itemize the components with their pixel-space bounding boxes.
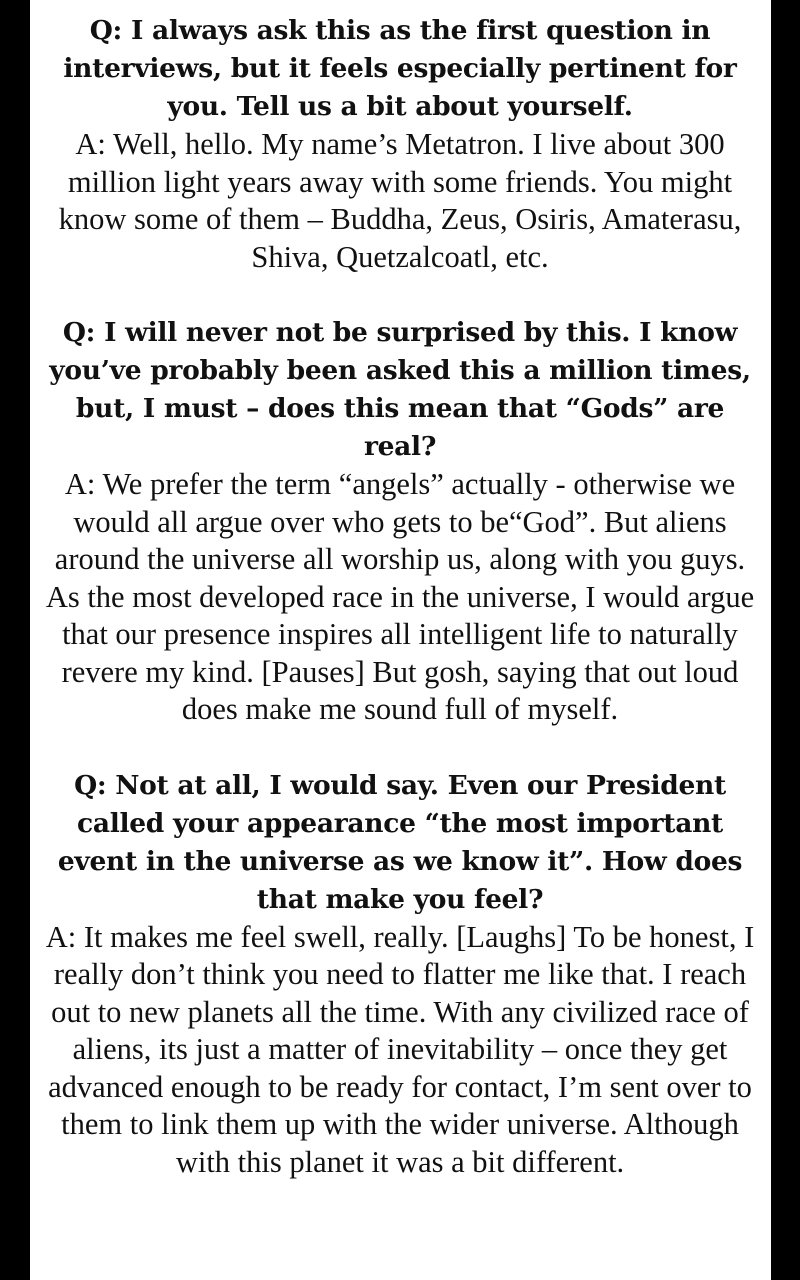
interview-text (42, 12, 758, 1219)
answer-3: A: It makes me feel swell, really. [Laughs] To be honest, I really don’t think you need to flatter me like that. I reach out to new planets all the time. With any civilized race of aliens, its just a matter of inevitability – once they get advanced enough to be ready for contact, I’m sent over to them to link them up with the wider universe. Although with this planet it was a bit different. (45, 919, 755, 1179)
question-1: Q: I always ask this as the first question in interviews, but it feels especially pertinent for you. Tell us a bit about yourself. (63, 15, 737, 122)
panel-border-right (771, 0, 800, 1280)
question-3: Q: Not at all, I would say. Even our President called your appearance “the most important event in the universe as we know it”. How does that make you feel? (57, 769, 743, 915)
qa-block-3 (42, 767, 758, 1182)
answer-2: A: We prefer the term “angels” actually - otherwise we would all argue over who gets to be“God”. But aliens around the universe all worship us, along with you guys. As the most developed race in the universe, I would argue that our presence inspires all intelligent life to naturally revere my kind. [Pauses] But gosh, saying that out loud does make me sound full of myself. (45, 467, 755, 726)
qa-block-2 (42, 314, 758, 729)
qa-block-1 (42, 12, 758, 276)
answer-1: A: Well, hello. My name’s Metatron. I live about 300 million light years away with some friends. You might know some of them – Buddha, Zeus, Osiris, Amaterasu, Shiva, Quetzalcoatl, etc. (58, 127, 742, 274)
question-2: Q: I will never not be surprised by this. I know you’ve probably been asked this a million times, but, I must – does this mean that “Gods” are real? (49, 317, 751, 462)
panel-border-left (0, 0, 30, 1280)
